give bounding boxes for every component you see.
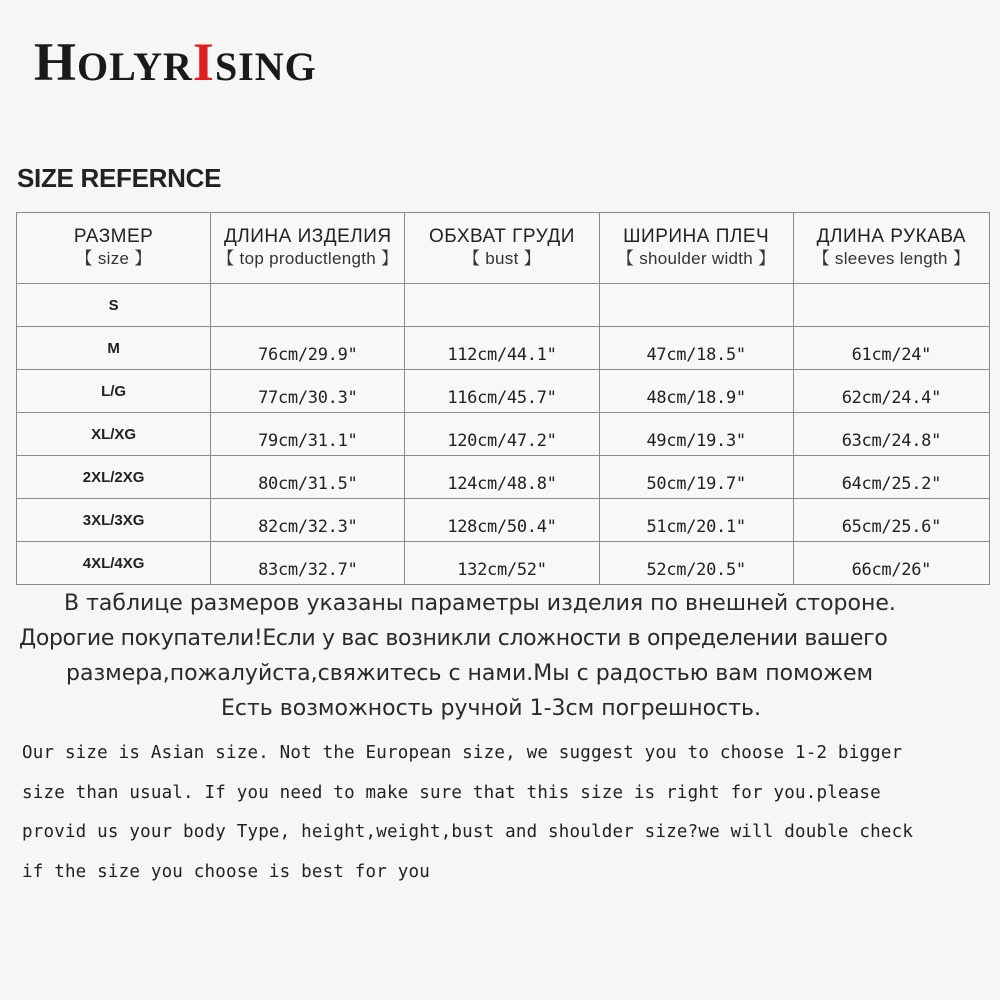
sleeve-cell: 64cm/25.2" [793, 456, 989, 499]
ru-note-line: Есть возможность ручной 1-3см погрешность. [221, 696, 761, 721]
length-cell: 76cm/29.9" [211, 327, 405, 370]
english-notes [22, 734, 992, 892]
ru-note-line: Дорогие покупатели!Если у вас возникли сложности в определении вашего [19, 626, 888, 651]
header-ru-label: ДЛИНА ИЗДЕЛИЯ [223, 226, 392, 247]
table-row [17, 370, 990, 413]
bust-cell: 124cm/48.8" [405, 456, 599, 499]
table-row [17, 456, 990, 499]
sleeve-cell: 66cm/26" [793, 542, 989, 585]
bust-cell: 112cm/44.1" [405, 327, 599, 370]
size-cell: S [17, 284, 211, 327]
size-cell: 4XL/4XG [17, 542, 211, 585]
en-note-line: if the size you choose is best for you [22, 861, 430, 882]
shoulder-cell: 52cm/20.5" [599, 542, 793, 585]
russian-notes [0, 586, 1000, 726]
size-cell: L/G [17, 370, 211, 413]
bust-cell: 120cm/47.2" [405, 413, 599, 456]
table-row [17, 413, 990, 456]
shoulder-cell: 47cm/18.5" [599, 327, 793, 370]
length-cell: 80cm/31.5" [211, 456, 405, 499]
length-cell: 82cm/32.3" [211, 499, 405, 542]
bust-cell: 128cm/50.4" [405, 499, 599, 542]
size-cell: 3XL/3XG [17, 499, 211, 542]
header-en-label: 【 bust 】 [462, 249, 541, 268]
ru-note-line: размера,пожалуйста,свяжитесь с нами.Мы с радостью вам поможем [66, 661, 874, 686]
shoulder-cell: 48cm/18.9" [599, 370, 793, 413]
sleeve-cell: 63cm/24.8" [793, 413, 989, 456]
header-sleeve [793, 213, 989, 284]
shoulder-cell: 50cm/19.7" [599, 456, 793, 499]
length-cell: 79cm/31.1" [211, 413, 405, 456]
header-length [211, 213, 405, 284]
en-note-line: Our size is Asian size. Not the European size, we suggest you to choose 1-2 bigger [22, 743, 903, 763]
table-row [17, 542, 990, 585]
header-shoulder [599, 213, 793, 284]
sleeve-cell [793, 284, 989, 327]
header-bust [405, 213, 599, 284]
header-ru-label: ШИРИНА ПЛЕЧ [623, 226, 770, 247]
ru-note-line: В таблице размеров указаны параметры изделия по внешней стороне. [64, 591, 896, 616]
header-ru-label: ДЛИНА РУКАВА [816, 226, 967, 247]
size-cell: 2XL/2XG [17, 456, 211, 499]
sleeve-cell: 62cm/24.4" [793, 370, 989, 413]
length-cell: 83cm/32.7" [211, 542, 405, 585]
size-cell: M [17, 327, 211, 370]
bust-cell: 132cm/52" [405, 542, 599, 585]
header-en-label: 【 sleeves length 】 [812, 249, 971, 268]
size-chart-table [16, 212, 990, 585]
size-cell: XL/XG [17, 413, 211, 456]
bust-cell [405, 284, 599, 327]
sleeve-cell: 65cm/25.6" [793, 499, 989, 542]
brand-logo: HOLYRISING [34, 32, 317, 92]
length-cell [211, 284, 405, 327]
shoulder-cell [599, 284, 793, 327]
length-cell: 77cm/30.3" [211, 370, 405, 413]
table-header-row [17, 213, 990, 284]
header-en-label: 【 shoulder width 】 [616, 249, 776, 268]
header-size [17, 213, 211, 284]
shoulder-cell: 51cm/20.1" [599, 499, 793, 542]
bust-cell: 116cm/45.7" [405, 370, 599, 413]
header-ru-label: ОБХВАТ ГРУДИ [429, 226, 575, 247]
header-en-label: 【 size 】 [75, 249, 152, 268]
header-en-label: 【 top productlength 】 [217, 249, 399, 268]
shoulder-cell: 49cm/19.3" [599, 413, 793, 456]
table-row [17, 327, 990, 370]
table-row [17, 284, 990, 327]
sleeve-cell: 61cm/24" [793, 327, 989, 370]
en-note-line: provid us your body Type, height,weight,bust and shoulder size?we will double check [22, 822, 914, 842]
en-note-line: size than usual. If you need to make sure that this size is right for you.please [22, 782, 881, 803]
section-title: SIZE REFERNCE [17, 163, 222, 193]
table-row [17, 499, 990, 542]
header-ru-label: РАЗМЕР [73, 226, 154, 247]
